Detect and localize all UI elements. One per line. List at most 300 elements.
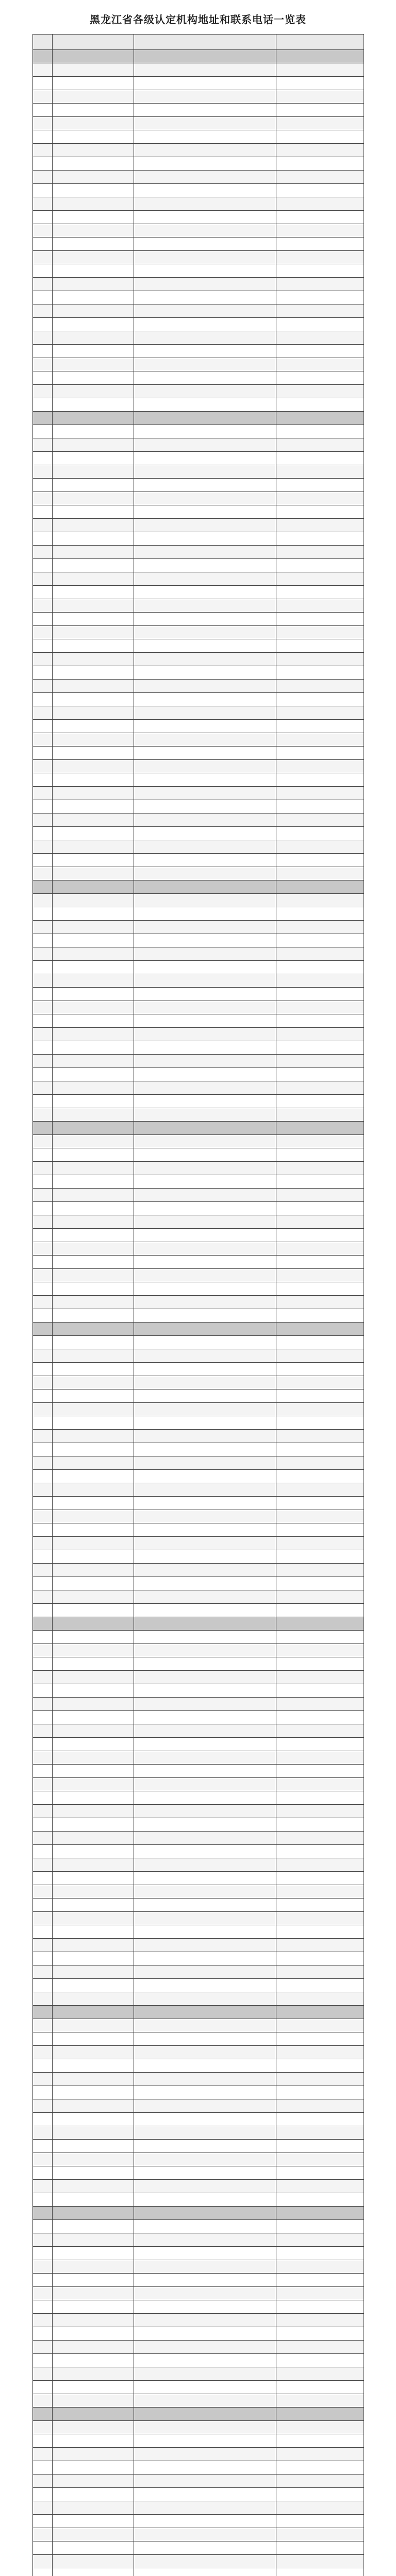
institution-address <box>134 331 276 345</box>
row-number <box>33 2555 53 2568</box>
institution-address <box>134 385 276 398</box>
institution-phone <box>276 1363 364 1376</box>
table-row <box>33 706 364 720</box>
row-number <box>33 264 53 278</box>
institution-address <box>134 1256 276 1269</box>
institution-address <box>134 2568 276 2576</box>
institution-name <box>53 2086 134 2099</box>
institution-address <box>134 720 276 733</box>
institution-phone <box>276 693 364 706</box>
institution-address <box>134 278 276 291</box>
institution-address <box>134 1470 276 1483</box>
institution-address <box>134 1537 276 1550</box>
institution-name <box>53 1055 134 1068</box>
institution-name <box>53 613 134 626</box>
institution-address <box>134 1510 276 1523</box>
institution-phone <box>276 264 364 278</box>
row-number <box>33 2314 53 2327</box>
institution-address <box>134 1323 276 1336</box>
table-row <box>33 1148 364 1162</box>
institution-address <box>134 1242 276 1256</box>
row-number <box>33 1189 53 1202</box>
institution-address <box>134 1349 276 1363</box>
institution-phone <box>276 465 364 479</box>
institution-address <box>134 211 276 224</box>
institution-phone <box>276 2541 364 2555</box>
row-number <box>33 1014 53 1028</box>
institution-name <box>53 2099 134 2113</box>
institution-phone <box>276 2287 364 2300</box>
institution-name <box>53 907 134 921</box>
table-row <box>33 197 364 211</box>
institution-phone <box>276 63 364 77</box>
institution-name <box>53 1791 134 1805</box>
institution-phone <box>276 1068 364 1081</box>
institution-name <box>53 2541 134 2555</box>
institution-name <box>53 358 134 371</box>
table-row <box>33 2073 364 2086</box>
table-row <box>33 2461 364 2475</box>
institution-address <box>134 1684 276 1698</box>
row-number <box>33 1778 53 1791</box>
table-row <box>33 1175 364 1189</box>
row-number <box>33 599 53 613</box>
institution-name <box>53 1724 134 1738</box>
row-number <box>33 2475 53 2488</box>
institution-name <box>53 532 134 546</box>
institution-phone <box>276 1765 364 1778</box>
institution-phone <box>276 1577 364 1590</box>
row-number <box>33 1537 53 1550</box>
table-row <box>33 2193 364 2207</box>
table-row <box>33 452 364 465</box>
region-header-row <box>33 2408 364 2421</box>
row-number <box>33 2006 53 2019</box>
institution-phone <box>276 2207 364 2220</box>
table-row <box>33 1309 364 1323</box>
institution-name <box>53 1604 134 1617</box>
row-number <box>33 1550 53 1564</box>
row-number <box>33 1832 53 1845</box>
row-number <box>33 532 53 546</box>
row-number <box>33 2207 53 2220</box>
row-number <box>33 974 53 988</box>
institution-phone <box>276 1751 364 1765</box>
institution-phone <box>276 1832 364 1845</box>
institution-address <box>134 2166 276 2180</box>
institution-phone <box>276 1081 364 1095</box>
institution-name <box>53 2434 134 2448</box>
row-number <box>33 2046 53 2059</box>
row-number <box>33 2434 53 2448</box>
table-row <box>33 894 364 907</box>
row-number <box>33 760 53 773</box>
row-number <box>33 479 53 492</box>
institution-name <box>53 2006 134 2019</box>
table-row <box>33 974 364 988</box>
table-row <box>33 157 364 171</box>
row-number <box>33 2113 53 2126</box>
institution-phone <box>276 2086 364 2099</box>
institution-address <box>134 546 276 559</box>
row-number <box>33 224 53 238</box>
institution-phone <box>276 2408 364 2421</box>
row-number <box>33 653 53 666</box>
institution-name <box>53 760 134 773</box>
row-number <box>33 626 53 639</box>
institution-name <box>53 1282 134 1296</box>
row-number <box>33 1631 53 1644</box>
institution-name <box>53 505 134 519</box>
institution-address <box>134 2153 276 2166</box>
row-number <box>33 800 53 814</box>
table-row <box>33 1095 364 1108</box>
institution-name <box>53 1430 134 1443</box>
institution-phone <box>276 1001 364 1014</box>
institution-name <box>53 291 134 304</box>
table-row <box>33 345 364 358</box>
institution-name <box>53 1778 134 1791</box>
table-row <box>33 1282 364 1296</box>
table-row <box>33 773 364 787</box>
row-number <box>33 104 53 117</box>
table-row <box>33 1376 364 1389</box>
institution-address <box>134 1818 276 1832</box>
institution-address <box>134 2233 276 2247</box>
institution-phone <box>276 371 364 385</box>
institution-phone <box>276 1791 364 1805</box>
table-row <box>33 1242 364 1256</box>
table-row <box>33 1349 364 1363</box>
institution-name <box>53 1323 134 1336</box>
table-row <box>33 1014 364 1028</box>
institution-address <box>134 1229 276 1242</box>
table-row <box>33 1885 364 1899</box>
institution-address <box>134 1751 276 1765</box>
institution-name <box>53 1590 134 1604</box>
institution-address <box>134 184 276 197</box>
institution-address <box>134 1765 276 1778</box>
table-row <box>33 2046 364 2059</box>
institution-name <box>53 1751 134 1765</box>
row-number <box>33 1068 53 1081</box>
institution-address <box>134 599 276 613</box>
table-row <box>33 1403 364 1416</box>
institution-name <box>53 130 134 144</box>
row-number <box>33 1456 53 1470</box>
institution-address <box>134 318 276 331</box>
institution-phone <box>276 90 364 104</box>
table-row <box>33 1068 364 1081</box>
row-number <box>33 1644 53 1657</box>
row-number <box>33 1899 53 1912</box>
institution-phone <box>276 1564 364 1577</box>
table-row <box>33 733 364 747</box>
institution-address <box>134 1577 276 1590</box>
institution-name <box>53 559 134 572</box>
institution-name <box>53 211 134 224</box>
institution-name <box>53 1564 134 1577</box>
row-number <box>33 921 53 934</box>
table-row <box>33 1510 364 1523</box>
institution-phone <box>276 1952 364 1965</box>
institution-name <box>53 733 134 747</box>
institution-phone <box>276 171 364 184</box>
institution-name <box>53 1912 134 1925</box>
institution-name <box>53 1229 134 1242</box>
institution-name <box>53 2233 134 2247</box>
institution-address <box>134 1215 276 1229</box>
institution-address <box>134 1028 276 1041</box>
row-number <box>33 2153 53 2166</box>
table-row <box>33 1577 364 1590</box>
table-row <box>33 2367 364 2381</box>
institution-phone <box>276 238 364 251</box>
row-number <box>33 1497 53 1510</box>
institution-phone <box>276 1175 364 1189</box>
institution-address <box>134 1014 276 1028</box>
institution-address <box>134 1269 276 1282</box>
row-number <box>33 1108 53 1122</box>
row-number <box>33 1818 53 1832</box>
institution-phone <box>276 2032 364 2046</box>
table-row <box>33 693 364 706</box>
row-number <box>33 1765 53 1778</box>
institution-address <box>134 1845 276 1858</box>
table-row <box>33 2166 364 2180</box>
table-row <box>33 2354 364 2367</box>
table-row <box>33 559 364 572</box>
row-number <box>33 2341 53 2354</box>
table-row <box>33 2086 364 2099</box>
institution-address <box>134 1001 276 1014</box>
institution-address <box>134 2421 276 2434</box>
institution-address <box>134 1443 276 1456</box>
table-row <box>33 63 364 77</box>
institution-name <box>53 1068 134 1081</box>
institution-name <box>53 639 134 653</box>
institution-name <box>53 104 134 117</box>
institution-phone <box>276 1885 364 1899</box>
institution-address <box>134 291 276 304</box>
institution-address <box>134 50 276 63</box>
table-row <box>33 1430 364 1443</box>
institution-name <box>53 1631 134 1644</box>
institution-phone <box>276 2421 364 2434</box>
institution-name <box>53 934 134 947</box>
row-number <box>33 1711 53 1724</box>
table-row <box>33 680 364 693</box>
institution-name <box>53 2153 134 2166</box>
table-header-row <box>33 35 364 50</box>
institution-name <box>53 974 134 988</box>
institution-phone <box>276 1108 364 1122</box>
row-number <box>33 1979 53 1992</box>
row-number <box>33 1296 53 1309</box>
row-number <box>33 1939 53 1952</box>
institution-name <box>53 2220 134 2233</box>
row-number <box>33 519 53 532</box>
table-row <box>33 238 364 251</box>
institution-phone <box>276 1912 364 1925</box>
institution-name <box>53 197 134 211</box>
institution-address <box>134 613 276 626</box>
table-row <box>33 586 364 599</box>
table-row <box>33 1751 364 1765</box>
table-row <box>33 1443 364 1456</box>
row-number <box>33 1055 53 1068</box>
institution-phone <box>276 104 364 117</box>
row-number <box>33 157 53 171</box>
table-row <box>33 1805 364 1818</box>
table-row <box>33 2287 364 2300</box>
row-number <box>33 2287 53 2300</box>
row-number <box>33 894 53 907</box>
row-number <box>33 1242 53 1256</box>
institution-phone <box>276 1055 364 1068</box>
row-number <box>33 680 53 693</box>
table-row <box>33 2233 364 2247</box>
institution-name <box>53 1095 134 1108</box>
institution-address <box>134 224 276 238</box>
institution-phone <box>276 331 364 345</box>
row-number <box>33 1175 53 1189</box>
institution-phone <box>276 1229 364 1242</box>
institution-address <box>134 2515 276 2528</box>
institution-address <box>134 840 276 854</box>
row-number <box>33 2300 53 2314</box>
institution-name <box>53 1899 134 1912</box>
institution-name <box>53 1497 134 1510</box>
row-number <box>33 1845 53 1858</box>
region-header-row <box>33 50 364 63</box>
institution-address <box>134 2207 276 2220</box>
row-number <box>33 666 53 680</box>
row-number <box>33 854 53 867</box>
institution-address <box>134 238 276 251</box>
institution-name <box>53 827 134 840</box>
institution-phone <box>276 1617 364 1631</box>
row-number <box>33 251 53 264</box>
table-row <box>33 2541 364 2555</box>
row-number <box>33 1430 53 1443</box>
institution-name <box>53 1376 134 1389</box>
institution-address <box>134 1122 276 1135</box>
institution-name <box>53 2488 134 2501</box>
institution-name <box>53 425 134 438</box>
institution-phone <box>276 733 364 747</box>
institution-phone <box>276 1604 364 1617</box>
institution-address <box>134 130 276 144</box>
region-header-row <box>33 412 364 425</box>
institution-address <box>134 438 276 452</box>
row-number <box>33 773 53 787</box>
row-number <box>33 572 53 586</box>
institution-name <box>53 144 134 157</box>
institution-address <box>134 1738 276 1751</box>
table-row <box>33 211 364 224</box>
institution-address <box>134 264 276 278</box>
institution-phone <box>276 1778 364 1791</box>
institution-name <box>53 1845 134 1858</box>
table-row <box>33 1590 364 1604</box>
institution-phone <box>276 345 364 358</box>
row-number <box>33 2408 53 2421</box>
institution-name <box>53 1657 134 1671</box>
institution-name <box>53 2341 134 2354</box>
institution-phone <box>276 197 364 211</box>
institution-phone <box>276 1657 364 1671</box>
institution-phone <box>276 867 364 880</box>
table-row <box>33 720 364 733</box>
institution-address <box>134 2274 276 2287</box>
table-row <box>33 1644 364 1657</box>
institution-address <box>134 1872 276 1885</box>
institution-address <box>134 398 276 412</box>
row-number <box>33 1389 53 1403</box>
table-row <box>33 1108 364 1122</box>
row-number <box>33 358 53 371</box>
row-number <box>33 2568 53 2576</box>
row-number <box>33 1336 53 1349</box>
institution-name <box>53 1483 134 1497</box>
institution-phone <box>276 532 364 546</box>
table-row <box>33 840 364 854</box>
table-row <box>33 1483 364 1497</box>
row-number <box>33 1148 53 1162</box>
row-number <box>33 438 53 452</box>
institution-phone <box>276 452 364 465</box>
institution-phone <box>276 1309 364 1323</box>
institution-name <box>53 1711 134 1724</box>
row-number <box>33 1403 53 1416</box>
table-row <box>33 2153 364 2166</box>
table-row <box>33 171 364 184</box>
institution-phone <box>276 2327 364 2341</box>
row-number <box>33 1698 53 1711</box>
row-number <box>33 1202 53 1215</box>
table-row <box>33 2394 364 2408</box>
institution-address <box>134 2434 276 2448</box>
institution-phone <box>276 961 364 974</box>
row-number <box>33 398 53 412</box>
institution-address <box>134 1282 276 1296</box>
institution-phone <box>276 666 364 680</box>
institution-address <box>134 1336 276 1349</box>
row-number <box>33 747 53 760</box>
row-number <box>33 1965 53 1979</box>
institution-phone <box>276 251 364 264</box>
table-row <box>33 1537 364 1550</box>
table-row <box>33 1215 364 1229</box>
institution-name <box>53 77 134 90</box>
institution-phone <box>276 2367 364 2381</box>
institution-name <box>53 1081 134 1095</box>
institution-address <box>134 1081 276 1095</box>
table-row <box>33 867 364 880</box>
row-number <box>33 787 53 800</box>
institution-address <box>134 358 276 371</box>
institution-address <box>134 2059 276 2073</box>
table-row <box>33 331 364 345</box>
table-row <box>33 1671 364 1684</box>
institution-address <box>134 371 276 385</box>
institution-phone <box>276 1215 364 1229</box>
institution-phone <box>276 2260 364 2274</box>
institution-phone <box>276 438 364 452</box>
institution-phone <box>276 1845 364 1858</box>
institution-phone <box>276 398 364 412</box>
